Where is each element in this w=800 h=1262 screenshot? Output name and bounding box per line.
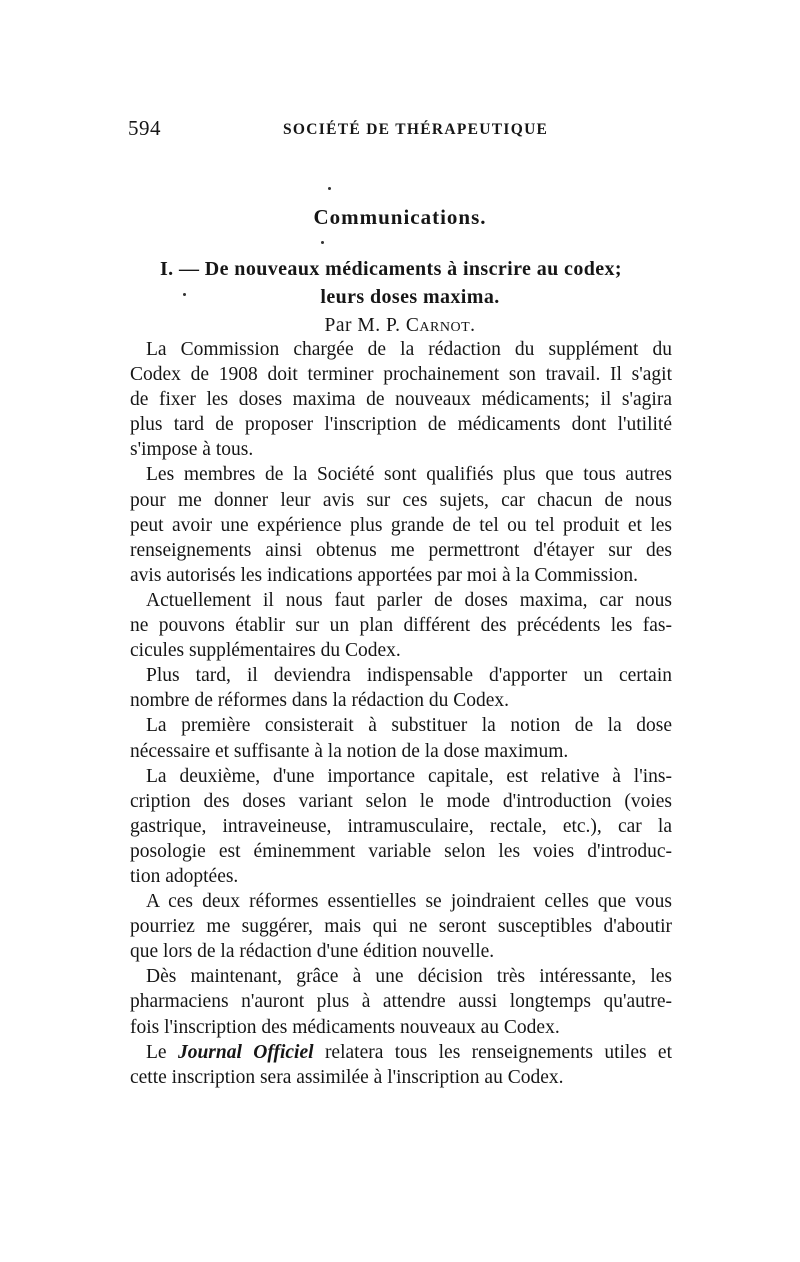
text-line: pour me donner leur avis sur ces sujets, car chacun de nous	[130, 489, 672, 511]
text-line: Codex de 1908 doit terminer prochainement son travail. Il s'agit	[130, 364, 672, 386]
byline-author: Carnot.	[405, 315, 476, 336]
text-fragment: Le	[146, 1041, 167, 1063]
text-line: que lors de la rédaction d'une édition nouvelle.	[130, 941, 495, 963]
body-paragraph	[130, 764, 672, 889]
body-paragraph	[130, 713, 672, 763]
article-body	[130, 337, 672, 1090]
text-line: cription des doses variant selon le mode d'introduction (voies	[130, 790, 672, 812]
text-line: posologie est éminemment variable selon les voies d'introduc-	[130, 840, 672, 862]
body-paragraph	[130, 1040, 672, 1090]
text-line: gastrique, intraveineuse, intramusculaire, rectale, etc.), car la	[130, 815, 672, 837]
text-line: La première consisterait à substituer la notion de la dose	[146, 715, 672, 737]
byline	[0, 315, 800, 337]
section-title: Communications.	[313, 205, 487, 229]
article-title-line-2: leurs doses maxima.	[320, 286, 500, 308]
journal-title: Journal Officiel	[177, 1041, 314, 1063]
article-title	[140, 255, 680, 311]
running-head: SOCIÉTÉ DE THÉRAPEUTIQUE	[283, 121, 549, 138]
text-line: nombre de réformes dans la rédaction du Codex.	[130, 690, 510, 712]
text-line: s'impose à tous.	[130, 439, 254, 461]
text-line: cette inscription sera assimilée à l'inscription au Codex.	[130, 1066, 564, 1088]
text-line	[130, 1040, 672, 1065]
text-line: pharmaciens n'auront plus à attendre aussi longtemps qu'autre-	[130, 991, 672, 1013]
byline-prefix: Par M. P.	[324, 315, 401, 336]
text-line: avis autorisés les indications apportées par moi à la Commission.	[130, 564, 638, 586]
text-line: renseignements ainsi obtenus me permettront d'étayer sur des	[130, 539, 672, 561]
body-paragraph	[130, 337, 672, 462]
page-number: 594	[128, 116, 161, 140]
print-speck	[328, 187, 331, 190]
text-line: La deuxième, d'une importance capitale, est relative à l'ins-	[146, 765, 672, 787]
text-line: tion adoptées.	[130, 865, 239, 887]
text-line: Dès maintenant, grâce à une décision très intéressante, les	[146, 966, 672, 988]
page-header	[128, 116, 673, 146]
body-paragraph	[130, 964, 672, 1039]
text-line: plus tard de proposer l'inscription de médicaments dont l'utilité	[130, 414, 672, 436]
body-paragraph	[130, 462, 672, 587]
article-title-line-1: I. — De nouveaux médicaments à inscrire au codex;	[160, 258, 622, 280]
body-paragraph	[130, 889, 672, 964]
text-line: fois l'inscription des médicaments nouveaux au Codex.	[130, 1016, 560, 1038]
text-line: La Commission chargée de la rédaction du supplément du	[146, 339, 672, 360]
text-line: A ces deux réformes essentielles se joindraient celles que vous	[146, 891, 672, 913]
print-speck	[321, 241, 324, 244]
body-paragraph	[130, 663, 672, 713]
text-line: Actuellement il nous faut parler de doses maxima, car nous	[146, 589, 672, 611]
text-line: peut avoir une expérience plus grande de tel ou tel produit et les	[130, 514, 672, 536]
body-paragraph	[130, 588, 672, 663]
text-fragment: relatera tous les renseignements utiles et	[324, 1041, 673, 1063]
text-line: Plus tard, il deviendra indispensable d'apporter un certain	[146, 665, 672, 687]
text-line: pourriez me suggérer, mais qui ne seront susceptibles d'aboutir	[130, 916, 672, 938]
text-line: cicules supplémentaires du Codex.	[130, 640, 401, 662]
text-line: nécessaire et suffisante à la notion de la dose maximum.	[130, 740, 569, 762]
text-line: de fixer les doses maxima de nouveaux médicaments; il s'agira	[130, 389, 672, 411]
text-line: ne pouvons établir sur un plan différent des précédents les fas-	[130, 615, 672, 637]
text-line: Les membres de la Société sont qualifiés plus que tous autres	[146, 464, 672, 486]
